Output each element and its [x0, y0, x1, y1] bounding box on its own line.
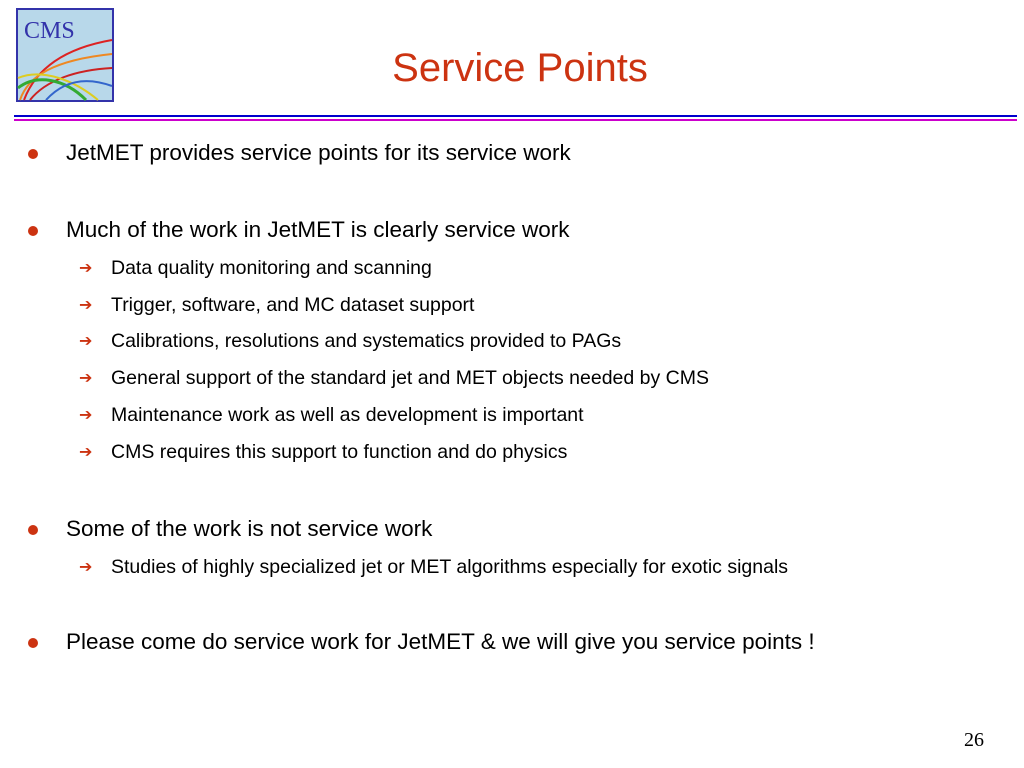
bullet-text: JetMET provides service points for its service work [66, 140, 571, 165]
bullet-text: Some of the work is not service work [66, 516, 433, 541]
arrow-right-icon: ➔ [79, 407, 93, 424]
arrow-right-icon: ➔ [79, 559, 93, 576]
sub-bullet-text: Studies of highly specialized jet or MET algorithms especially for exotic signals [111, 556, 789, 578]
bullet-item [66, 629, 815, 655]
sub-bullet-text: CMS requires this support to function and do physics [111, 441, 568, 463]
arrow-right-icon: ➔ [79, 444, 93, 461]
sub-bullet-text: Trigger, software, and MC dataset support [111, 294, 475, 316]
bullet-dot-icon [28, 638, 38, 648]
arrow-right-icon: ➔ [79, 260, 93, 277]
sub-bullet-item [79, 555, 789, 579]
logo-text: CMS [24, 18, 75, 44]
bullet-text: Please come do service work for JetMET & we will give you service points ! [66, 629, 815, 654]
sub-bullet-text: Calibrations, resolutions and systematics provided to PAGs [111, 330, 622, 352]
sub-bullet-text: Maintenance work as well as development is important [111, 404, 584, 426]
arrow-right-icon: ➔ [79, 297, 93, 314]
slide-title: Service Points [392, 46, 648, 90]
bullet-dot-icon [28, 149, 38, 159]
bullet-item [66, 217, 569, 243]
bullet-item [66, 140, 571, 166]
sub-bullet-item [79, 256, 432, 280]
bullet-item [66, 516, 432, 542]
sub-bullet-item [79, 293, 475, 317]
bullet-dot-icon [28, 525, 38, 535]
sub-bullet-item [79, 366, 709, 390]
page-number: 26 [964, 729, 984, 751]
arrow-right-icon: ➔ [79, 333, 93, 350]
sub-bullet-item [79, 440, 568, 464]
sub-bullet-item [79, 403, 584, 427]
arrow-right-icon: ➔ [79, 370, 93, 387]
bullet-dot-icon [28, 226, 38, 236]
sub-bullet-item [79, 329, 622, 353]
sub-bullet-text: General support of the standard jet and MET objects needed by CMS [111, 367, 709, 389]
bullet-text: Much of the work in JetMET is clearly service work [66, 217, 570, 242]
sub-bullet-text: Data quality monitoring and scanning [111, 257, 432, 279]
